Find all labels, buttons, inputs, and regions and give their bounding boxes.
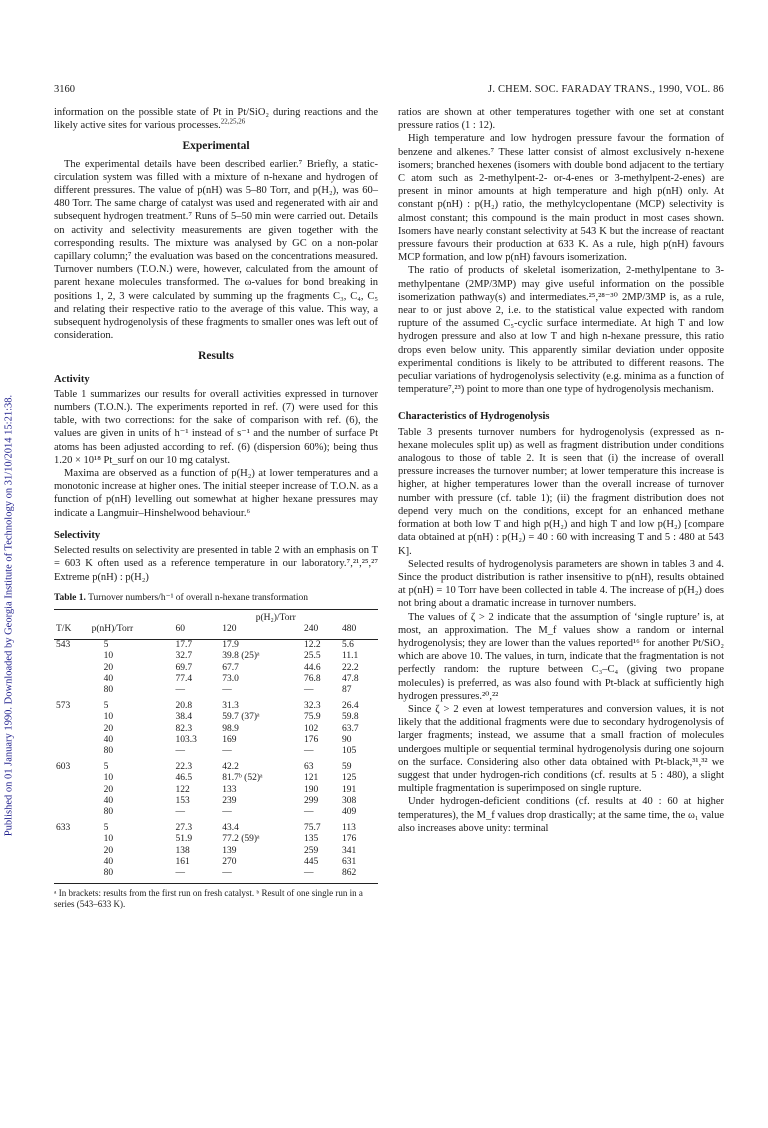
table-cell-value: 121 (303, 773, 319, 784)
table-cell-value: 103.3 (175, 734, 197, 745)
table-cell-value: 75.9 (303, 712, 321, 723)
right-paragraph-6: The values of ζ > 2 indicate that the assumption of ‘single rupture’ is, at most, an approximation. The M_f values show a random or internal hydrogenolysis; they are lower than the values reported¹⁶ for another Pt/SiO₂ which are above 10. The values, in turn, indicate that the fragmentation is not perfectly random: the rupture between C₃–C₄ (giving two propane molecules) is preferred, as was also found with Pt-black at sufficiently high hydrogen pressures.²⁰,²² (398, 611, 724, 702)
table-1-col-120: 120 (220, 624, 302, 639)
table-cell-pressure: 5 (103, 761, 109, 772)
table-cell-temperature: 603 (56, 761, 71, 772)
table-cell-pressure: 10 (103, 834, 114, 845)
table-cell-value: — (222, 746, 232, 757)
table-cell-temperature (54, 846, 90, 857)
table-cell-value: 76.8 (303, 673, 321, 684)
table-cell-pressure: 5 (103, 822, 109, 833)
table-row (54, 758, 378, 773)
table-cell-value: 22.3 (175, 761, 193, 772)
table-cell-value: 43.4 (222, 822, 239, 833)
table-cell-value: 82.3 (175, 723, 193, 734)
table-cell-value: 25.5 (303, 651, 321, 662)
table-cell-temperature (54, 651, 90, 662)
activity-paragraph-1: Table 1 summarizes our results for overall activities expressed in turnover numbers (T.O.N.). The experiments reported in ref. (7) were used for this table, with two corrections: for the sake of comparison with ref. (6), the values are given in units of h⁻¹ instead of s⁻¹ and the number of surface Pt atoms has been adjusted according to ref. (6) (dispersion 60%); being thus 1.20 × 10¹⁸ Pt_surf on our 10 mg catalyst. (54, 388, 378, 466)
table-cell-value: 59 (341, 761, 352, 772)
table-cell-value: 77.4 (175, 673, 193, 684)
table-cell-temperature (54, 773, 90, 784)
table-1-footnote: ᵃ In brackets: results from the first run on fresh catalyst. ᵇ Result of one single run in a series (543–633 K). (54, 887, 363, 909)
table-cell-value: 169 (222, 734, 237, 745)
table-cell-value: 176 (303, 734, 319, 745)
table-cell-value: 39.8 (25)ᵃ (222, 651, 260, 662)
table-row (54, 639, 378, 651)
table-cell-temperature (54, 868, 90, 883)
right-paragraph-3: The ratio of products of skeletal isomerization, 2-methylpentane to 3-methylpentane (2MP/3MP) may give useful information on the possible isomerization pathway(s) and intermediates.²⁵,²⁸⁻³⁰ 2MP/3MP is, as a rule, near to or just above 2, i.e. to the statistical value expected with random rupture of the assumed C₅-cyclic surface intermediate. At high T and low hydrogen pressure and also at low T and high n-hexane pressure, this ratio drops even below unity. This apparently similar deviation under opposite experimental conditions is likely to be attributed to different reasons. The peculiar variations of hydrogenolysis selectivity (e.g. minima as a function of temperature⁷,²³) point to more than one type of hydrogenolysis mechanism. (398, 265, 724, 396)
table-cell-pressure: 40 (103, 734, 114, 745)
table-cell-value: 341 (341, 845, 357, 856)
table-cell-value: 631 (341, 857, 357, 868)
table-cell-temperature: 633 (56, 822, 71, 833)
table-cell-value: 190 (303, 784, 319, 795)
table-row (54, 651, 378, 662)
experimental-paragraph: The experimental details have been described earlier.⁷ Briefly, a static-circulation system was filled with a mixture of n-hexane and hydrogen of different pressures. The value of p(nH) was 5–80 Torr, and p(H₂), was 60–480 Torr. The same charge of catalyst was used and regenerated with air and subsequent hydrogen treatment.⁷ Runs of 5–50 min were carried out. Details on activity and selectivity measurements are given together with the corresponding results. The mixture was analysed by GC on a non-polar capillary column;⁷ the evaluation was based on the concentrations measured. Turnover numbers (T.O.N.) were, however, calculated from the amount of parent hexane molecules transformed. The ω-values for bond breaking in positions 1, 2, 3 were calculated by summing up the fragments C₃, C₄, C₅ and relating their respective ratio to the average of this value. This way, a subsequent hydrogenolysis of these fragments to smaller ones was left out of consideration. (54, 158, 378, 342)
table-row (54, 785, 378, 796)
table-cell-value: 69.7 (175, 662, 193, 673)
table-cell-value: — (222, 807, 232, 818)
table-cell-value: 125 (341, 773, 357, 784)
table-cell-pressure: 40 (103, 857, 114, 868)
table-cell-value: 44.6 (303, 662, 321, 673)
table-cell-value: 42.2 (222, 761, 239, 772)
table-cell-value: 77.2 (59)ᵃ (222, 834, 260, 845)
table-cell-temperature (54, 746, 90, 757)
table-cell-value: 38.4 (175, 712, 193, 723)
table-cell-pressure: 80 (90, 868, 174, 883)
table-1-col-480: 480 (340, 624, 378, 639)
table-cell-value: 81.7ᵇ (52)ᵃ (222, 773, 263, 784)
table-row (54, 712, 378, 723)
table-cell-temperature (54, 735, 90, 746)
table-cell-value: 5.6 (341, 639, 354, 650)
table-cell-value: 11.1 (341, 651, 359, 662)
table-cell-pressure: 40 (103, 673, 114, 684)
table-cell-value: 270 (222, 857, 237, 868)
table-row (54, 857, 378, 868)
right-paragraph-2: High temperature and low hydrogen pressure favour the formation of benzene and alkenes.⁷ These latter consist of almost exclusively n-hexene isomers; branched hexenes (isomers with double bond adjacent to the tertiary C atom such as 2-methylpent-2- or-4-enes or 3-methylpent-2-enes) are present in minor amounts at high temperature and high p(nH) only. At constant p(nH) : p(H₂) ratio, the methylcyclopentane (MCP) selectivity is almost constant; this compound is the main product in most cases shown. Isomers have nearly constant selectivity at 543 K but the increase of reactant pressure favours their production at 633 K. As a rule, high p(nH) favours MCP formation, and low p(nH) favours isomerization. (398, 133, 724, 264)
table-cell-temperature: 573 (56, 700, 71, 711)
table-cell-value: — (173, 868, 220, 883)
table-cell-value: 27.3 (175, 822, 193, 833)
table-cell-value: 63 (303, 761, 314, 772)
table-cell-value: 59.8 (341, 712, 359, 723)
table-cell-value: 47.8 (341, 673, 359, 684)
table-cell-pressure: 20 (103, 845, 114, 856)
table-cell-value: 862 (340, 868, 378, 883)
table-cell-temperature (54, 685, 90, 696)
table-cell-value: 102 (303, 723, 319, 734)
table-cell-value: 31.3 (222, 700, 239, 711)
table-cell-value: — (220, 868, 302, 883)
table-row (54, 796, 378, 807)
table-cell-pressure: 10 (103, 651, 114, 662)
table-cell-value: 138 (175, 845, 190, 856)
table-1-col-60: 60 (173, 624, 220, 639)
table-cell-value: 105 (341, 746, 357, 757)
table-row (54, 846, 378, 857)
table-row (54, 724, 378, 735)
table-cell-temperature (54, 663, 90, 674)
table-1-col-t: T/K (54, 624, 90, 639)
table-cell-value: 176 (341, 834, 357, 845)
table-row (54, 807, 378, 818)
table-row (54, 663, 378, 674)
table-cell-temperature: 543 (56, 639, 71, 650)
table-cell-value: 133 (222, 784, 237, 795)
table-cell-value: 113 (341, 822, 356, 833)
table-cell-value: 46.5 (175, 773, 193, 784)
right-column (398, 106, 724, 835)
table-cell-temperature (54, 674, 90, 685)
table-cell-temperature (54, 796, 90, 807)
table-cell-value: 51.9 (175, 834, 193, 845)
table-cell-value: 90 (341, 734, 352, 745)
table-cell-value: — (303, 807, 314, 818)
table-cell-pressure: 10 (103, 712, 114, 723)
right-paragraph-1: ratios are shown at other temperatures together with one set at constant pressure ratios (1 : 12). (398, 107, 724, 132)
table-cell-value: 409 (341, 807, 357, 818)
table-cell-pressure: 5 (103, 700, 109, 711)
table-cell-value: 191 (341, 784, 357, 795)
table-cell-temperature (54, 857, 90, 868)
table-cell-value: 26.4 (341, 700, 359, 711)
table-row (54, 674, 378, 685)
table-cell-value: — (302, 868, 340, 883)
table-cell-value: 87 (341, 685, 352, 696)
right-paragraph-4: Table 3 presents turnover numbers for hydrogenolysis (expressed as n-hexane molecules split up) as well as fragment distribution under conditions analogous to those of table 2. It is seen that (i) the increase of overall pressure increases the turnover number; at lower temperature this increase is higher, at higher temperatures lower than the overall increase of turnover number with pressure (cf. table 1); (ii) the fragment distribution does not depend very much on the conditions, except for an enhanced methane formation at both low T and high p(H₂) and high T and low p(H₂) [compare data obtained at p(nH) : p(H₂) = 40 : 60 with increasing T and 5 : 480 at 543 K]. (398, 426, 724, 557)
running-head: J. CHEM. SOC. FARADAY TRANS., 1990, VOL. 86 (488, 84, 724, 95)
table-cell-value: 299 (303, 796, 319, 806)
right-paragraph-5: Selected results of hydrogenolysis parameters are shown in tables 3 and 4. Since the product distribution is rather insensitive to p(nH), results obtained at p(nH) = 10 Torr have been collected in table 4. The increase of p(H₂) does not bring about a dramatic increase in turnover numbers. (398, 558, 724, 610)
table-1 (54, 609, 378, 884)
table-cell-pressure: 80 (103, 807, 114, 818)
table-cell-value: 22.2 (341, 662, 359, 673)
intro-paragraph: information on the possible state of Pt in Pt/SiO₂ during reactions and the likely active sites for various processes.$^{22,25,26}$ (54, 107, 378, 132)
activity-paragraph-2: Maxima are observed as a function of p(H₂) at lower temperatures and a monotonic increase at higher ones. The initial steeper increase of T.O.N. as a function of p(nH) levelling out somewhat at higher hexane pressures may indicate a Langmuir–Hinshelwood behaviour.⁶ (54, 468, 378, 519)
table-cell-value: 122 (175, 784, 190, 795)
table-cell-value: 17.7 (175, 639, 193, 650)
table-cell-value: 259 (303, 845, 319, 856)
table-cell-value: 135 (303, 834, 319, 845)
table-cell-temperature (54, 834, 90, 845)
table-cell-value: — (303, 746, 314, 757)
table-1-caption: Table 1. Turnover numbers/h⁻¹ of overall n-hexane transformation (54, 592, 308, 603)
heading-experimental: Experimental (182, 140, 250, 153)
selectivity-paragraph: Selected results on selectivity are presented in table 2 with an emphasis on T = 603 K often used as a reference temperature in our laboratory.⁷,²¹,²⁵,²⁷ Extreme p(nH) : p(H₂) (54, 545, 378, 583)
table-cell-temperature (54, 712, 90, 723)
table-cell-value: 153 (175, 796, 190, 806)
table-row (54, 685, 378, 696)
table-row (54, 746, 378, 757)
table-row (54, 773, 378, 784)
table-row (54, 834, 378, 845)
heading-selectivity: Selectivity (54, 529, 101, 541)
table-row (54, 819, 378, 834)
table-cell-value: 139 (222, 845, 237, 856)
download-watermark-text: Published on 01 January 1990. Downloaded by Georgia Institute of Technology on 31/10/2014 15:21:38. (3, 394, 15, 837)
left-column (54, 106, 378, 910)
table-cell-value: — (175, 685, 185, 696)
table-cell-pressure: 20 (103, 784, 114, 795)
table-cell-pressure: 40 (103, 796, 114, 806)
table-cell-value: 63.7 (341, 723, 359, 734)
table-cell-value: 161 (175, 857, 190, 868)
table-cell-value: — (175, 746, 185, 757)
table-cell-pressure: 80 (103, 685, 114, 696)
table-cell-value: — (303, 685, 314, 696)
table-cell-pressure: 20 (103, 662, 114, 673)
heading-results: Results (198, 350, 234, 363)
table-cell-value: 59.7 (37)ᵃ (222, 712, 260, 723)
table-cell-value: 239 (222, 796, 237, 806)
download-watermark (2, 110, 16, 1120)
table-cell-value: 32.7 (175, 651, 193, 662)
table-row (54, 697, 378, 712)
table-cell-temperature (54, 807, 90, 818)
table-cell-value: 308 (341, 796, 357, 806)
right-paragraph-8: Under hydrogen-deficient conditions (cf. results at 40 : 60 at higher temperatures), the M_f values drop drastically; at the same time, the ω₁ value also increases above unity: terminal (398, 796, 724, 834)
table-cell-value: — (222, 685, 232, 696)
table-cell-pressure: 80 (103, 746, 114, 757)
table-cell-value: 73.0 (222, 673, 239, 684)
table-1-col-240: 240 (302, 624, 340, 639)
table-cell-temperature (54, 724, 90, 735)
table-cell-temperature (54, 785, 90, 796)
table-cell-pressure: 10 (103, 773, 114, 784)
table-cell-value: 20.8 (175, 700, 193, 711)
table-cell-pressure: 5 (103, 639, 109, 650)
table-cell-value: — (175, 807, 185, 818)
table-cell-value: 32.3 (303, 700, 321, 711)
table-cell-pressure: 20 (103, 723, 114, 734)
table-cell-value: 12.2 (303, 639, 321, 650)
heading-characteristics-hydrogenolysis: Characteristics of Hydrogenolysis (398, 411, 550, 423)
table-cell-value: 75.7 (303, 822, 321, 833)
table-1-col-p: p(nH)/Torr (90, 624, 174, 639)
table-cell-value: 445 (303, 857, 319, 868)
table-1-group-header: p(H₂)/Torr (173, 609, 378, 624)
table-cell-value: 98.9 (222, 723, 239, 734)
table-cell-value: 67.7 (222, 662, 239, 673)
right-paragraph-7: Since ζ > 2 even at lowest temperatures and conversion values, it is not likely that the additional fragments were due to secondary hydrogenolysis of larger fragments; instead, we assume that a small fraction of molecules undergoes multiple or sequential terminal hydrogenolysis during one sojourn on the surface. Considering also other data obtained with Pt-black,³¹,³² we suggest that under hydrogen-rich conditions (cf. results at 5 : 480), a slight multiple fragmentation is superimposed on single rupture. (398, 703, 724, 795)
table-cell-value: 17.9 (222, 639, 239, 650)
page-number: 3160 (54, 84, 75, 95)
table-row (54, 868, 378, 883)
heading-activity: Activity (54, 373, 90, 385)
table-row (54, 735, 378, 746)
